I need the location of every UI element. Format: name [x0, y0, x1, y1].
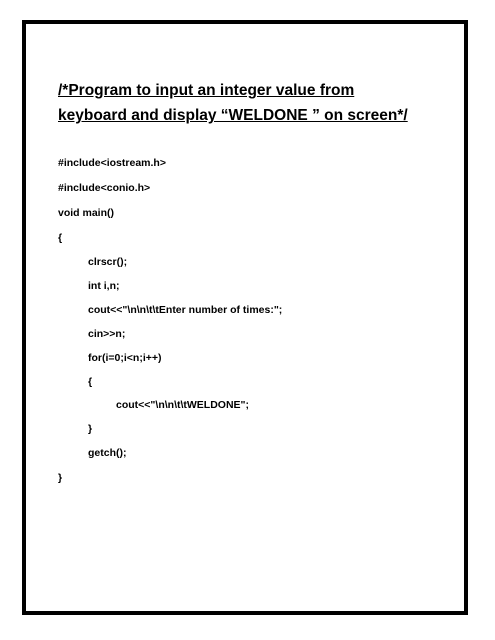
code-line-clrscr: clrscr();: [88, 256, 128, 268]
code-line-close-brace-for: }: [88, 423, 93, 435]
title-line-1: /*Program to input an integer value from: [58, 82, 355, 99]
code-line-int-decl: int i,n;: [88, 280, 120, 292]
code-block: [58, 0, 458, 640]
code-line-close-brace-main: }: [58, 472, 63, 484]
code-line-cout-weldone: cout<<"\n\n\t\tWELDONE";: [116, 399, 250, 411]
code-line-cout-prompt: cout<<"\n\n\t\tEnter number of times:";: [88, 304, 283, 316]
code-line-include-iostream: #include<iostream.h>: [58, 157, 166, 169]
code-line-cin: cin>>n;: [88, 328, 126, 340]
code-line-getch: getch();: [88, 447, 127, 459]
code-line-for-loop: for(i=0;i<n;i++): [88, 352, 162, 364]
code-line-include-conio: #include<conio.h>: [58, 182, 151, 194]
code-line-open-brace-main: {: [58, 232, 63, 244]
code-line-open-brace-for: {: [88, 376, 93, 388]
code-line-void-main: void main(): [58, 207, 115, 219]
title-line-2: keyboard and display “WELDONE ” on screen*/: [58, 107, 408, 124]
